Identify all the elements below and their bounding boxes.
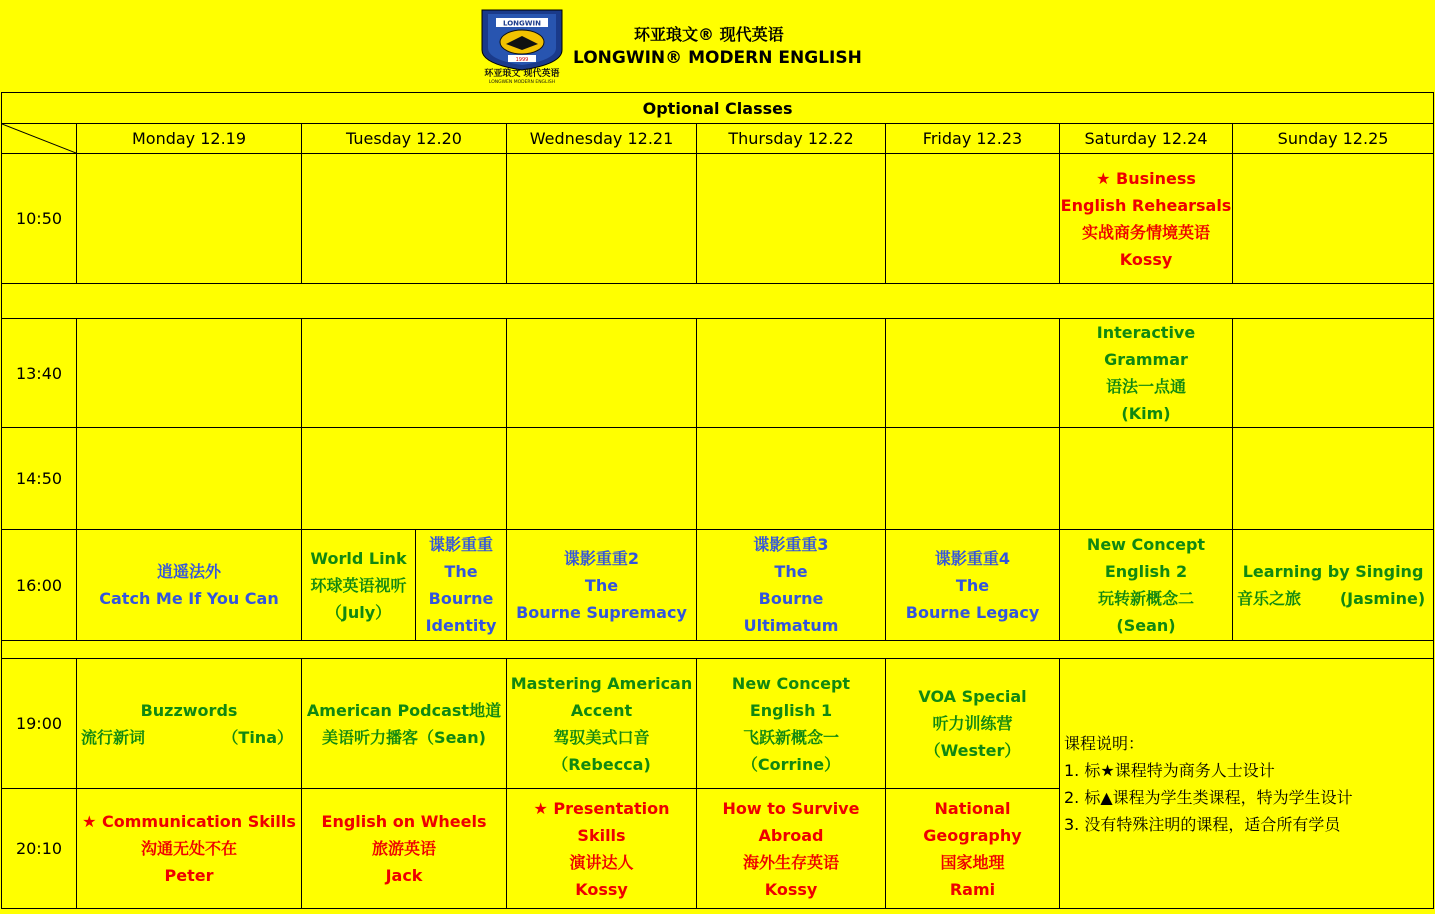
class-cell bbox=[886, 659, 1060, 789]
svg-text:LONGWEN MODERN ENGLISH: LONGWEN MODERN ENGLISH bbox=[488, 80, 556, 84]
class-cell bbox=[77, 530, 302, 641]
title-english: LONGWIN® MODERN ENGLISH bbox=[573, 48, 862, 68]
day-header-saturday: Saturday 12.24 bbox=[1060, 124, 1233, 154]
class-cell bbox=[507, 530, 697, 641]
class-line: Learning by Singing bbox=[1242, 562, 1424, 581]
class-line: 语法一点通 bbox=[1105, 377, 1186, 396]
course-notes bbox=[1060, 659, 1434, 909]
page-header bbox=[0, 0, 1435, 90]
class-line: National bbox=[934, 798, 1011, 818]
notes-line: 1. 标★课程特为商务人士设计 bbox=[1064, 760, 1275, 780]
spacer-row bbox=[2, 284, 1434, 319]
corner-cell bbox=[2, 124, 77, 154]
day-header-monday: Monday 12.19 bbox=[77, 124, 302, 154]
class-line: 谍影重重 bbox=[428, 535, 493, 554]
class-cell bbox=[697, 530, 886, 641]
class-line: New Concept bbox=[731, 673, 851, 693]
empty-cell bbox=[886, 428, 1060, 530]
empty-cell bbox=[302, 319, 507, 428]
class-line: 海外生存英语 bbox=[742, 852, 839, 872]
class-cell bbox=[886, 789, 1060, 909]
empty-cell bbox=[1233, 428, 1434, 530]
class-line: 演讲达人 bbox=[569, 852, 634, 872]
class-cell bbox=[507, 659, 697, 789]
class-cell bbox=[1060, 319, 1233, 428]
empty-cell bbox=[697, 428, 886, 530]
svg-text:环亚琅文 现代英语: 环亚琅文 现代英语 bbox=[484, 69, 560, 79]
class-line bbox=[77, 724, 301, 751]
class-line: Jack bbox=[385, 866, 423, 885]
class-cell bbox=[1060, 530, 1233, 641]
class-line: （Corrine） bbox=[741, 754, 841, 774]
class-line: ★ Presentation Skills bbox=[533, 798, 670, 845]
time-label: 16:00 bbox=[2, 530, 77, 641]
day-header-thursday: Thursday 12.22 bbox=[697, 124, 886, 154]
class-line: 实战商务情境英语 bbox=[1081, 222, 1210, 242]
empty-cell bbox=[886, 154, 1060, 284]
empty-cell bbox=[697, 154, 886, 284]
class-line: Peter bbox=[164, 866, 214, 885]
diagonal-line bbox=[2, 124, 76, 153]
class-line-cn: 流行新词 bbox=[81, 727, 146, 747]
empty-cell bbox=[1233, 154, 1434, 284]
empty-cell bbox=[302, 428, 507, 530]
day-header-tuesday: Tuesday 12.20 bbox=[302, 124, 507, 154]
schedule-table bbox=[1, 92, 1434, 909]
class-cell bbox=[697, 789, 886, 909]
empty-cell bbox=[77, 154, 302, 284]
day-header-wednesday: Wednesday 12.21 bbox=[507, 124, 697, 154]
class-line bbox=[1233, 585, 1433, 612]
time-label: 10:50 bbox=[2, 154, 77, 284]
class-line: Identity bbox=[425, 616, 497, 635]
time-label: 19:00 bbox=[2, 659, 77, 789]
class-cell bbox=[1060, 154, 1233, 284]
class-line: English Rehearsals bbox=[1060, 195, 1232, 215]
empty-cell bbox=[77, 428, 302, 530]
table-caption: Optional Classes bbox=[2, 93, 1434, 124]
class-cell bbox=[697, 659, 886, 789]
class-line: Catch Me If You Can bbox=[99, 589, 279, 608]
class-line: 谍影重重4 bbox=[934, 548, 1011, 568]
time-label: 20:10 bbox=[2, 789, 77, 909]
class-cell bbox=[1233, 530, 1434, 641]
class-line-cn: 音乐之旅 bbox=[1237, 589, 1302, 608]
svg-text:LONGWIN: LONGWIN bbox=[503, 19, 541, 28]
class-line: 驾驭美式口音 bbox=[553, 727, 650, 747]
notes-line: 3. 没有特殊注明的课程，适合所有学员 bbox=[1064, 814, 1341, 834]
empty-cell bbox=[302, 154, 507, 284]
class-line: （Wester） bbox=[924, 741, 1021, 760]
title-chinese: 环亚琅文® 现代英语 bbox=[634, 25, 784, 44]
class-cell bbox=[77, 789, 302, 909]
empty-cell bbox=[507, 428, 697, 530]
class-cell bbox=[886, 530, 1060, 641]
class-line: Abroad bbox=[758, 825, 824, 845]
empty-cell bbox=[1233, 319, 1434, 428]
spacer-row bbox=[2, 641, 1434, 659]
class-line: Accent bbox=[570, 700, 633, 720]
class-line: New Concept bbox=[1086, 535, 1206, 554]
class-line: The bbox=[444, 562, 478, 581]
class-line: English 2 bbox=[1104, 562, 1188, 581]
class-cell bbox=[77, 659, 302, 789]
class-line: Rami bbox=[949, 879, 996, 899]
class-line: 旅游英语 bbox=[371, 839, 436, 858]
class-line: 飞跃新概念一 bbox=[742, 727, 839, 747]
class-cell bbox=[302, 530, 416, 641]
time-label: 13:40 bbox=[2, 319, 77, 428]
class-line: 沟通无处不在 bbox=[140, 839, 237, 858]
class-line: Geography bbox=[923, 825, 1022, 845]
class-line: Interactive bbox=[1096, 323, 1196, 342]
class-line: 玩转新概念二 bbox=[1097, 589, 1194, 608]
class-line: Bourne bbox=[758, 589, 824, 608]
class-line: American Podcast地道 bbox=[306, 700, 502, 720]
class-line: Ultimatum bbox=[743, 616, 839, 635]
class-line: 谍影重重2 bbox=[563, 548, 640, 568]
class-cell bbox=[416, 530, 507, 641]
class-cell bbox=[507, 789, 697, 909]
notes-line: 课程说明： bbox=[1064, 733, 1145, 753]
class-line: 逍遥法外 bbox=[156, 562, 221, 581]
class-line: （July） bbox=[325, 602, 392, 622]
class-line: 听力训练营 bbox=[932, 714, 1013, 733]
class-line: （Rebecca) bbox=[552, 754, 651, 774]
class-line: The bbox=[774, 562, 808, 581]
class-line: Kossy bbox=[575, 879, 628, 899]
day-header-sunday: Sunday 12.25 bbox=[1233, 124, 1434, 154]
class-line: The bbox=[955, 575, 990, 595]
class-line: VOA Special bbox=[918, 687, 1027, 706]
class-line: ★ Communication Skills bbox=[82, 812, 296, 831]
time-label: 14:50 bbox=[2, 428, 77, 530]
class-line: English on Wheels bbox=[321, 812, 487, 831]
longwin-logo bbox=[474, 6, 570, 84]
class-line: English 1 bbox=[749, 700, 833, 720]
empty-cell bbox=[77, 319, 302, 428]
empty-cell bbox=[697, 319, 886, 428]
class-line: 谍影重重3 bbox=[753, 535, 829, 554]
class-cell bbox=[302, 789, 507, 909]
class-line: How to Survive bbox=[722, 798, 860, 818]
class-line: 美语听力播客（Sean) bbox=[322, 727, 486, 747]
day-header-friday: Friday 12.23 bbox=[886, 124, 1060, 154]
empty-cell bbox=[507, 154, 697, 284]
notes-line: 2. 标▲课程为学生类课程，特为学生设计 bbox=[1064, 787, 1353, 807]
class-line-teacher: (Jasmine) bbox=[1339, 589, 1426, 608]
class-line: Bourne Supremacy bbox=[516, 602, 687, 622]
class-line: Grammar bbox=[1104, 350, 1188, 369]
class-line: (Kim) bbox=[1121, 404, 1171, 423]
class-line: The bbox=[584, 575, 619, 595]
class-line: Kossy bbox=[764, 879, 818, 899]
class-line: Mastering American bbox=[510, 673, 693, 693]
class-line-teacher: （Tina） bbox=[222, 727, 293, 747]
class-line: (Sean) bbox=[1116, 616, 1176, 635]
empty-cell bbox=[507, 319, 697, 428]
empty-cell bbox=[886, 319, 1060, 428]
class-line: 环球英语视听 bbox=[310, 575, 407, 595]
class-line: Buzzwords bbox=[140, 700, 238, 720]
svg-text:1999: 1999 bbox=[515, 57, 529, 63]
empty-cell bbox=[1060, 428, 1233, 530]
class-line: Bourne bbox=[428, 589, 494, 608]
class-line: Kossy bbox=[1119, 249, 1173, 269]
class-line: 国家地理 bbox=[940, 852, 1005, 872]
class-line: World Link bbox=[310, 548, 407, 568]
class-cell bbox=[302, 659, 507, 789]
class-line: Bourne Legacy bbox=[905, 602, 1040, 622]
class-line: ★ Business bbox=[1096, 168, 1196, 188]
